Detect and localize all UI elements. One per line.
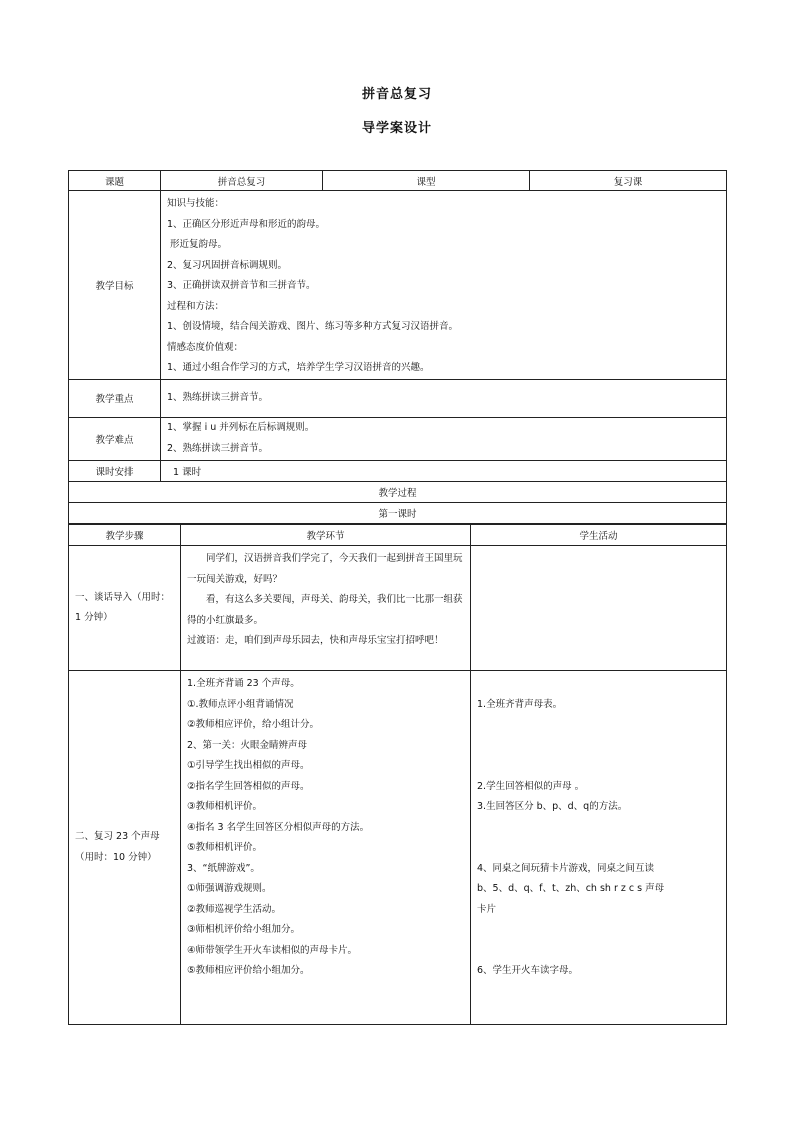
step2-name: 二、复习 23 个声母（用时：10 分钟） <box>69 671 181 1025</box>
goal-line: 3、正确拼读双拼音节和三拼音节。 <box>167 280 316 291</box>
goal-line: 情感态度价值观： <box>167 341 244 353</box>
step1-student-cell <box>471 546 727 671</box>
goals-cell <box>161 191 727 380</box>
step2-line: 1.全班齐背诵 23 个声母。 <box>187 678 300 689</box>
student-line <box>477 838 720 859</box>
goal-line: 1、通过小组合作学习的方式，培养学生学习汉语拼音的兴趣。 <box>167 362 430 373</box>
student-line: 卡片 <box>477 903 497 915</box>
step2-link-cell <box>181 671 471 1025</box>
difficult-cell <box>161 417 727 460</box>
step2-line: ①.教师点评小组背诵情况 <box>187 698 294 710</box>
doc-title: 拼音总复习 <box>361 87 432 102</box>
process-heading: 教学过程 <box>69 481 727 502</box>
step1-link-cell <box>181 546 471 671</box>
step2-line: ④师带领学生开火车读相似的声母卡片。 <box>187 944 358 956</box>
difficult-line: 2、熟练拼读三拼音节。 <box>167 442 269 454</box>
step2-line: 3、“纸牌游戏”。 <box>187 862 260 874</box>
label-type: 课型 <box>323 171 530 191</box>
step1-paragraph: 同学们，汉语拼音我们学完了，今天我们一起到拼音王国里玩一玩闯关游戏，好吗？ <box>187 553 463 585</box>
step2-student-cell <box>471 671 727 1025</box>
goal-line: 过程和方法： <box>167 300 225 312</box>
step2-line: ①引导学生找出相似的声母。 <box>187 760 310 771</box>
info-table <box>68 170 727 524</box>
col-student-header: 学生活动 <box>471 525 727 546</box>
step2-line: ⑤教师相机评价。 <box>187 842 263 853</box>
step2-line: ③教师相机评价。 <box>187 801 263 812</box>
student-line: b、5、d、q、f、t、zh、ch sh r z c s 声母 <box>477 883 665 894</box>
process-table <box>68 524 727 1025</box>
student-line <box>477 756 720 777</box>
step2-line: ①师强调游戏规则。 <box>187 883 272 894</box>
student-line: 6、学生开火车读字母。 <box>477 965 579 976</box>
step1-paragraph: 过渡语：走，咱们到声母乐园去，快和声母乐宝宝打招呼吧！ <box>187 635 444 646</box>
step2-line: ②教师巡视学生活动。 <box>187 903 282 915</box>
step1-name: 一、谈话导入（用时：1 分钟） <box>69 546 181 671</box>
col-link-header: 教学环节 <box>181 525 471 546</box>
step2-line: ②教师相应评价，给小组计分。 <box>187 719 320 730</box>
key-cell <box>161 379 727 417</box>
step1-paragraph: 看，有这么多关要闯，声母关、韵母关，我们比一比那一组获得的小红旗最多。 <box>187 594 463 626</box>
student-line <box>477 818 720 839</box>
student-line: 3.生回答区分 b、p、d、q的方法。 <box>477 801 628 812</box>
goal-line: 1、创设情境，结合闯关游戏、图片、练习等多种方式复习汉语拼音。 <box>167 321 459 332</box>
student-line <box>477 674 720 695</box>
student-line: 2.学生回答相似的声母 。 <box>477 780 585 792</box>
label-key: 教学重点 <box>69 379 161 417</box>
lesson-heading: 第一课时 <box>69 502 727 523</box>
topic-value: 拼音总复习 <box>161 171 323 191</box>
goal-line: 1、正确区分形近声母和形近的韵母。 <box>167 218 326 230</box>
goal-line: 2、复习巩固拼音标调规则。 <box>167 259 288 271</box>
step2-line: ③师相机评价给小组加分。 <box>187 924 301 935</box>
student-line <box>477 920 720 941</box>
goal-line: 知识与技能： <box>167 198 225 209</box>
step2-line: 2、第一关：火眼金睛辨声母 <box>187 739 308 751</box>
step2-line: ④指名 3 名学生回答区分相似声母的方法。 <box>187 821 370 833</box>
type-value: 复习课 <box>530 171 727 191</box>
student-line: 1.全班齐背声母表。 <box>477 698 563 710</box>
step2-line: ⑤教师相应评价给小组加分。 <box>187 965 310 976</box>
difficult-line: 1、掌握 i u 并列标在后标调规则。 <box>167 422 315 433</box>
label-goals: 教学目标 <box>69 191 161 380</box>
col-step-header: 教学步骤 <box>69 525 181 546</box>
key-line: 1、熟练拼读三拼音节。 <box>167 391 269 403</box>
label-hours: 课时安排 <box>69 460 161 481</box>
student-line <box>477 715 720 736</box>
student-line <box>477 736 720 757</box>
label-difficult: 教学难点 <box>69 417 161 460</box>
doc-subtitle: 导学案设计 <box>361 121 432 136</box>
student-line <box>477 941 720 962</box>
goal-line: 形近复韵母。 <box>167 239 228 250</box>
hours-value: 1 课时 <box>161 460 727 481</box>
step2-line: ②指名学生回答相似的声母。 <box>187 780 310 792</box>
student-line: 4、同桌之间玩猜卡片游戏，同桌之间互读 <box>477 862 655 874</box>
label-topic: 课题 <box>69 171 161 191</box>
